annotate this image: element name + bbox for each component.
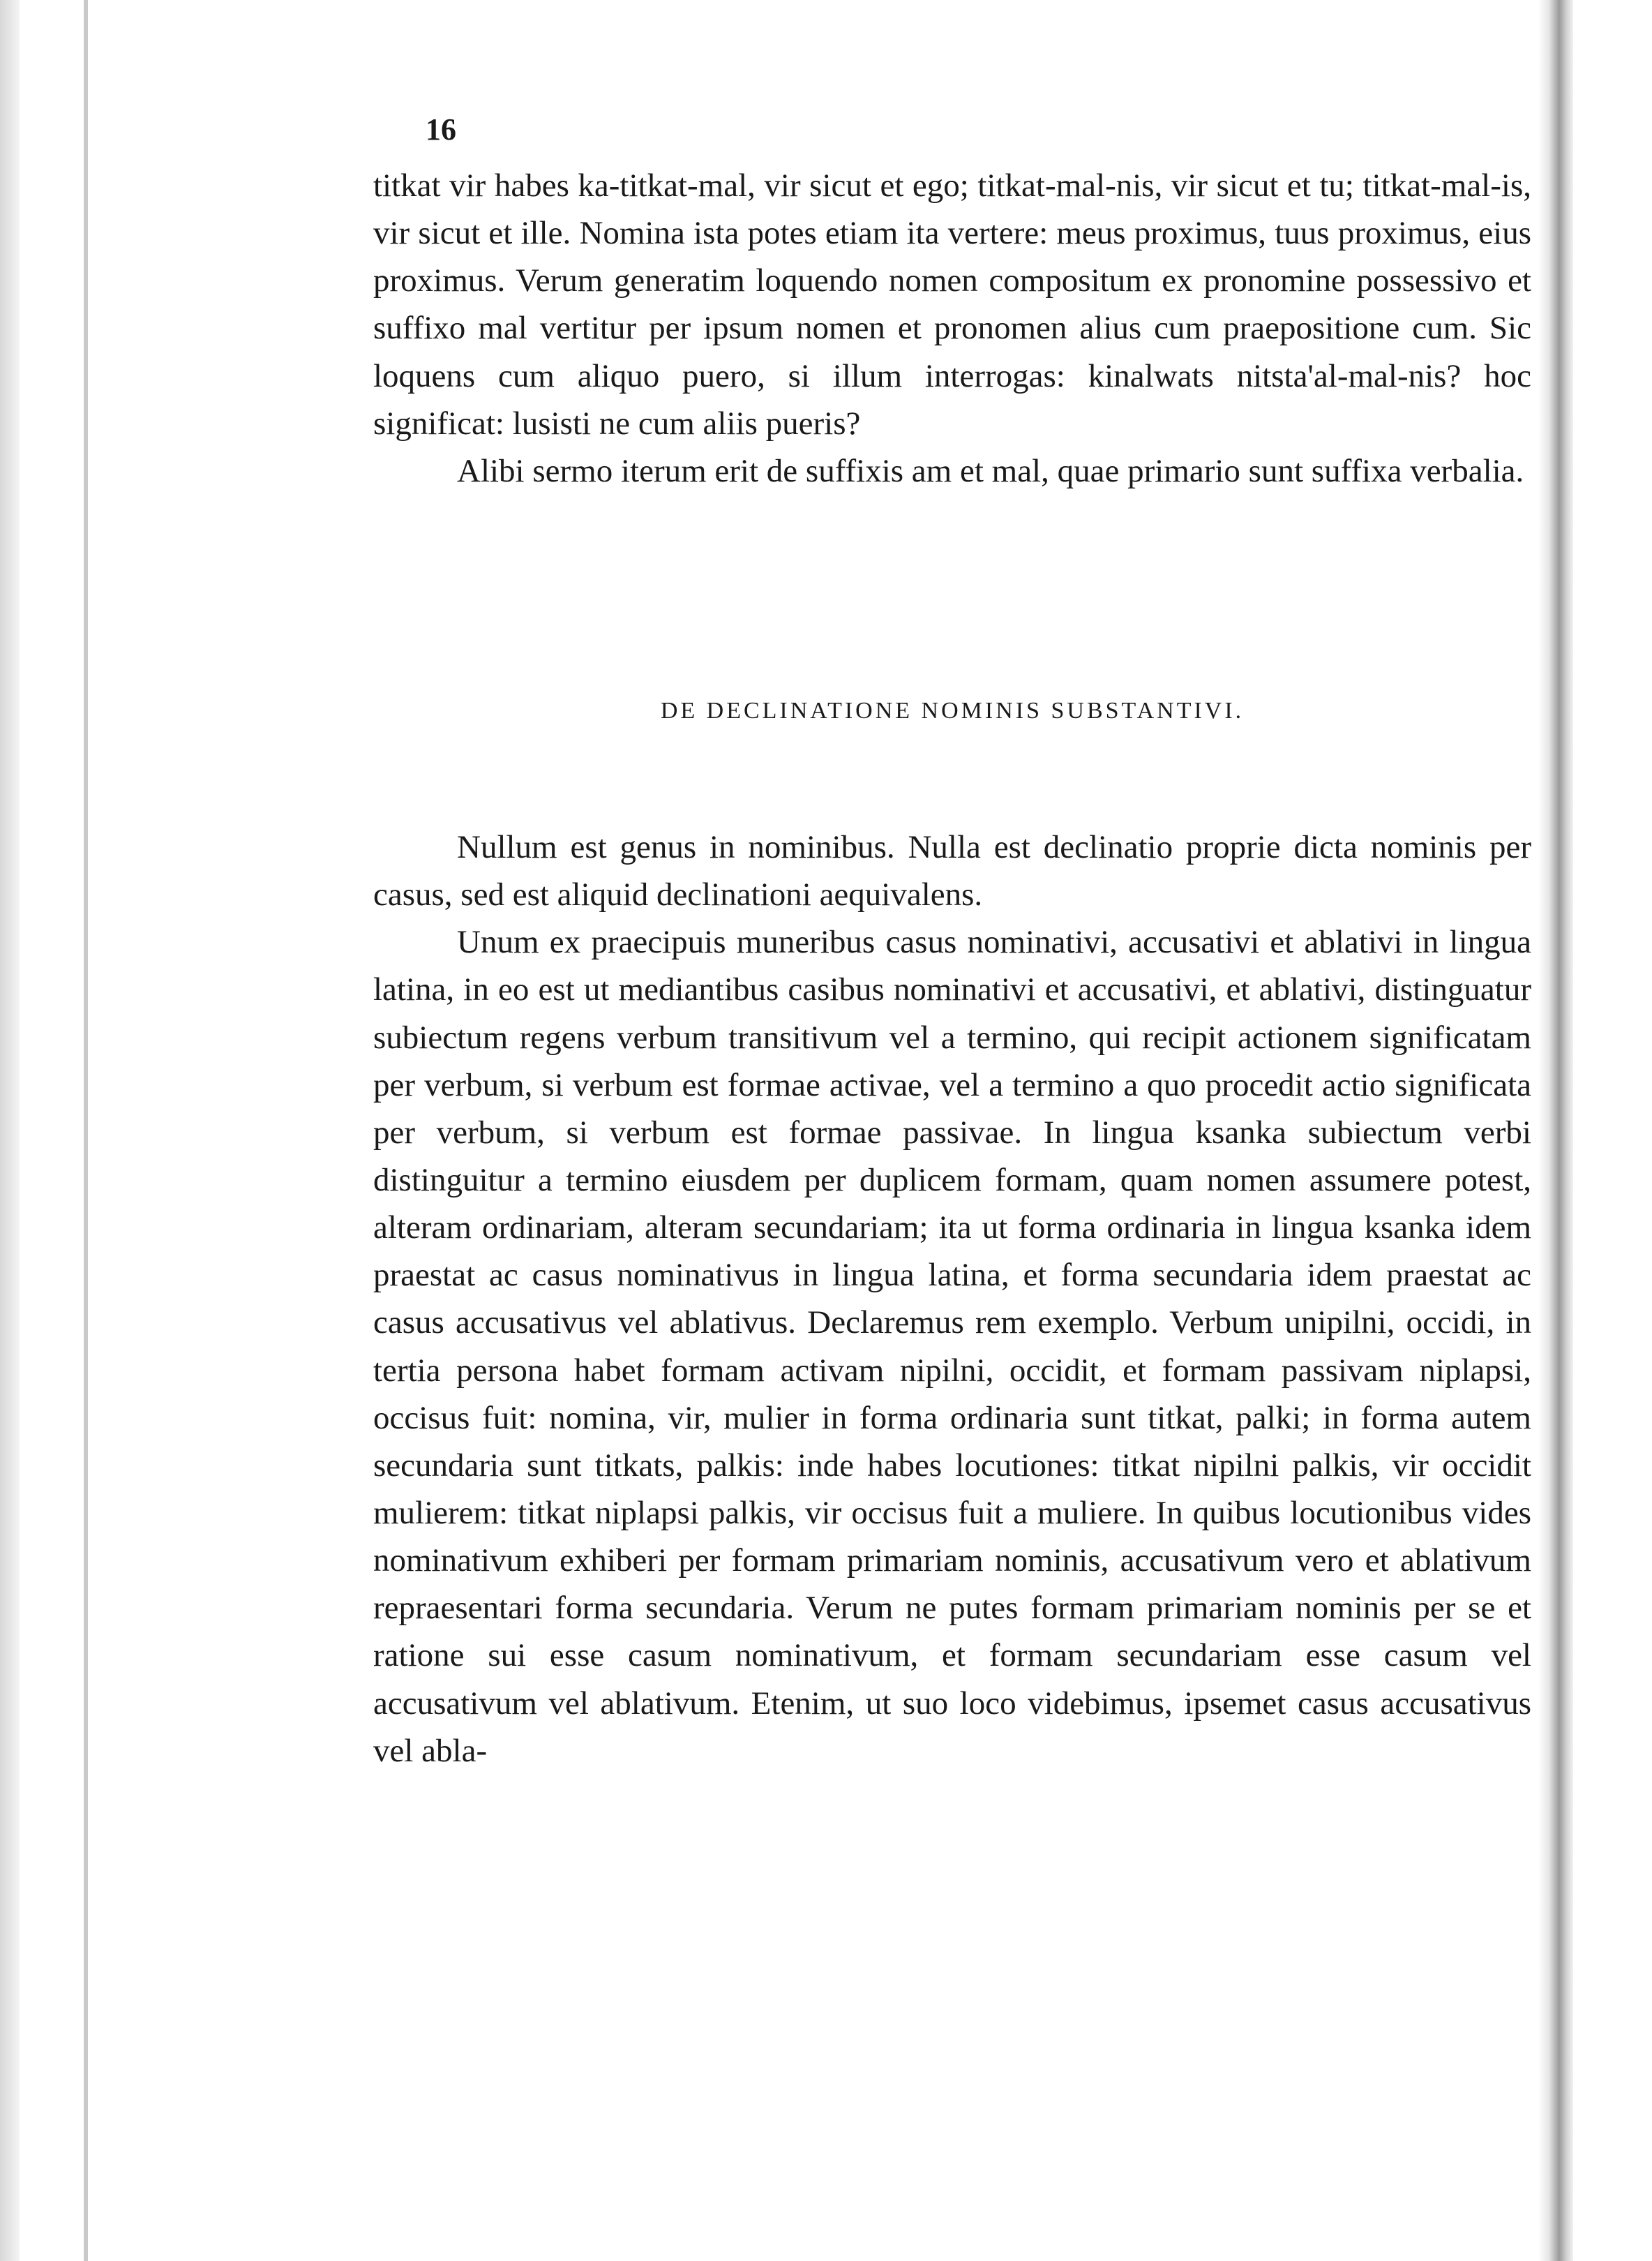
text-block-bottom (373, 823, 1531, 1775)
paragraph-1: titkat vir habes ka-titkat-mal, vir sicut et ego; titkat-mal-nis, vir sicut et tu; titkat-mal-is, vir sicut et ille. Nomina ista potes etiam ita vertere: meus proximus, tuus proximus, eius proximus. Verum generatim loquendo nomen compositum ex pronomine possessivo et suffixo mal vertitur per ipsum nomen et pronomen alius cum praepositione cum. Sic loquens cum aliquo puero, si illum interrogas: kinalwats nitsta'al-mal-nis? hoc significat: lusisti ne cum aliis pueris? (373, 167, 1531, 442)
left-margin-shadow (0, 0, 20, 2261)
text-block-top (373, 162, 1531, 495)
book-gutter (1538, 0, 1573, 2261)
paragraph-4: Unum ex praecipuis muneribus casus nominativi, accusativi et ablativi in lingua latina, in eo est ut mediantibus casibus nominativi et accusativi, et ablativi, distinguatur subiectum regens verbum transitivum vel a termino, qui recipit actionem significatam per verbum, si verbum est formae activae, vel a termino a quo procedit actio significata per verbum, si verbum est formae passivae. In lingua ksanka subiectum verbi distinguitur a termino eiusdem per duplicem formam, quam nomen assumere potest, alteram ordinariam, alteram secundariam; ita ut forma ordinaria in lingua ksanka idem praestat ac casus nominativus in lingua latina, et forma secundaria idem praestat ac casus accusativus vel ablativus. Declaremus rem exemplo. Verbum unipilni, occidi, in tertia persona habet formam activam nipilni, occidit, et formam passivam niplapsi, occisus fuit: nomina, vir, mulier in forma ordinaria sunt titkat, palki; in forma autem secundaria sunt titkats, palkis: inde habes locutiones: titkat nipilni palkis, vir occidit mulierem: titkat niplapsi palkis, vir occisus fuit a muliere. In quibus locutionibus vides nominativum exhiberi per formam primariam nominis, accusativum vero et ablativum repraesentari forma secundaria. Verum ne putes formam primariam nominis per se et ratione sui esse casum nominativum, et formam secundariam esse casum vel accusativum vel ablativum. Etenim, ut suo loco videbimus, ipsemet casus accusativus vel abla- (373, 924, 1531, 1769)
section-heading: DE DECLINATIONE NOMINIS SUBSTANTIVI. (660, 698, 1245, 724)
left-edge-rule (84, 0, 88, 2261)
page-number: 16 (426, 112, 456, 147)
paragraph-3: Nullum est genus in nominibus. Nulla est declinatio proprie dicta nominis per casus, sed est aliquid declinationi aequivalens. (373, 829, 1531, 913)
paragraph-2: Alibi sermo iterum erit de suffixis am et mal, quae primario sunt suffixa verbalia. (457, 452, 1524, 489)
